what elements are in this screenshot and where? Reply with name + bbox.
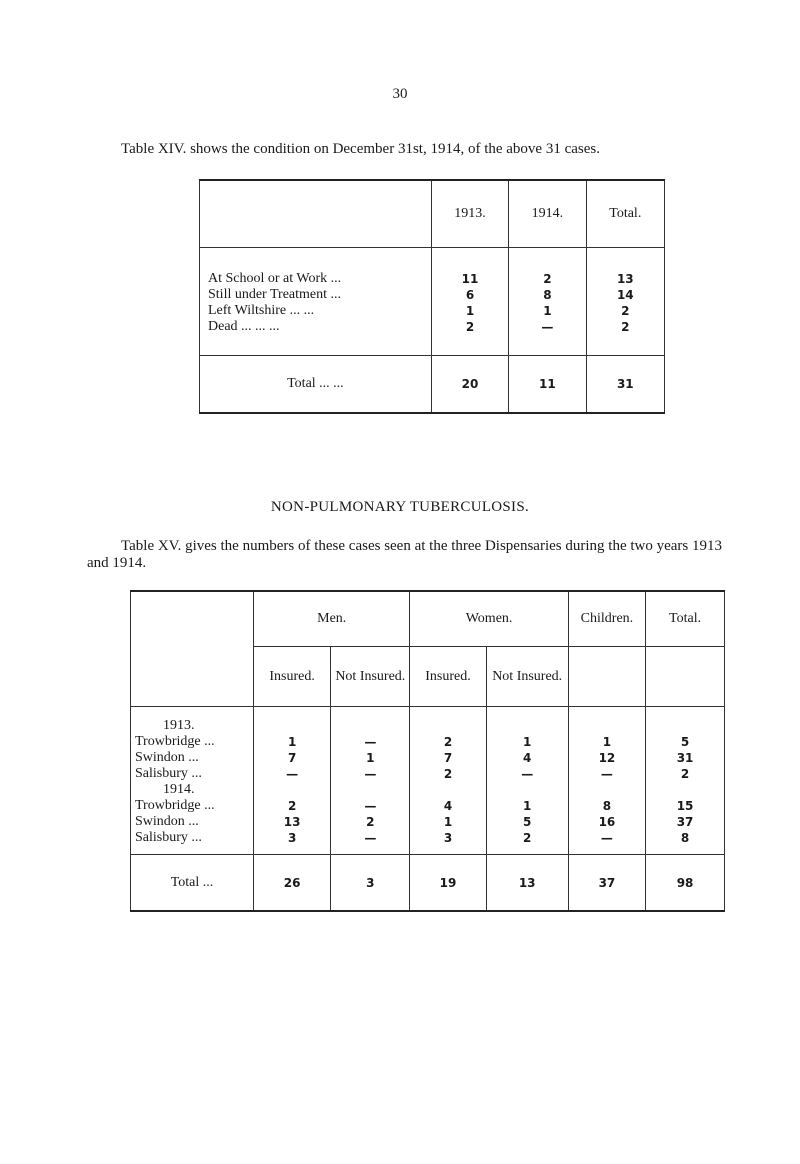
total-value: 26	[254, 855, 331, 912]
header-blank	[568, 647, 645, 707]
cell-value: 2	[287, 799, 297, 813]
cell-value: —	[541, 320, 554, 334]
total-label: Total ...	[131, 855, 254, 912]
cell-value: 2	[443, 767, 453, 781]
total-value: 98	[646, 855, 725, 912]
row-label: Swindon ...	[135, 750, 199, 765]
total-value: 20	[431, 356, 508, 414]
cell-value: 37	[676, 815, 694, 829]
header-women: Women.	[410, 591, 568, 647]
cell-value: 16	[598, 815, 616, 829]
table-xv-total-row	[131, 855, 725, 912]
cell-value: —	[600, 767, 613, 781]
cell-value: 12	[598, 751, 616, 765]
cell-value: 31	[676, 751, 694, 765]
cell-value: —	[364, 831, 377, 845]
row-label: At School or at Work ...	[208, 271, 342, 286]
year-label: 1913.	[163, 718, 195, 733]
cell-value: 7	[287, 751, 297, 765]
header-women-insured: Insured.	[410, 647, 486, 707]
cell-value: 11	[461, 272, 479, 286]
cell-value: 2	[621, 320, 630, 334]
total-value: 13	[486, 855, 568, 912]
cell-value: 5	[680, 735, 690, 749]
header-men-not-insured: Not Insured.	[331, 647, 410, 707]
cell-value: 2	[543, 272, 552, 286]
table-xiv-body	[200, 248, 665, 356]
paragraph-line: and 1914.	[87, 555, 147, 571]
total-value: 3	[331, 855, 410, 912]
cell-value: 13	[616, 272, 634, 286]
header-1914: 1914.	[509, 180, 586, 248]
cell-value: 8	[602, 799, 612, 813]
cell-value: 4	[443, 799, 453, 813]
cell-value: 1	[602, 735, 612, 749]
cell-value: 5	[523, 815, 532, 829]
table-xiv-header	[200, 180, 665, 248]
total-value: 31	[586, 356, 664, 414]
total-value: 11	[509, 356, 586, 414]
header-1913: 1913.	[431, 180, 508, 248]
cell-value: 2	[443, 735, 453, 749]
header-total: Total.	[586, 180, 664, 248]
header-blank	[646, 647, 725, 707]
table-xiv-total-row	[200, 356, 665, 414]
cell-value: 1	[465, 304, 475, 318]
cell-value: 14	[616, 288, 634, 302]
paragraph-line: Table XV. gives the numbers of these cases seen at the three Dispensaries during the two years 1913	[121, 538, 723, 554]
header-blank	[131, 591, 254, 647]
section-heading: NON-PULMONARY TUBERCULOSIS.	[270, 499, 530, 515]
cell-value: 3	[287, 831, 297, 845]
row-label: Dead ... ... ...	[208, 319, 280, 334]
cell-value: 1	[287, 735, 297, 749]
cell-value: 2	[523, 831, 532, 845]
cell-value: —	[600, 831, 613, 845]
row-label: Salisbury ...	[135, 830, 202, 845]
row-label: Left Wiltshire ... ...	[208, 303, 315, 318]
total-value: 37	[568, 855, 645, 912]
year-label: 1914.	[163, 782, 195, 797]
cell-value: 6	[465, 288, 475, 302]
row-label: Salisbury ...	[135, 766, 202, 781]
cell-value: 1	[523, 735, 532, 749]
cell-value: 4	[523, 751, 532, 765]
intro-paragraph: Table XIV. shows the condition on December 31st, 1914, of the above 31 cases.	[121, 141, 600, 157]
header-men-insured: Insured.	[254, 647, 331, 707]
cell-value: 2	[366, 815, 375, 829]
header-total: Total.	[646, 591, 725, 647]
table-xv-group-header	[131, 591, 725, 647]
cell-value: —	[364, 767, 377, 781]
cell-value: —	[364, 735, 377, 749]
table-xv	[130, 590, 725, 912]
header-women-not-insured: Not Insured.	[486, 647, 568, 707]
cell-value: —	[286, 767, 299, 781]
table-xv-body	[131, 707, 725, 855]
cell-value: 13	[283, 815, 301, 829]
table-xv-paragraph	[87, 538, 786, 572]
cell-value: 3	[443, 831, 453, 845]
row-label: Swindon ...	[135, 814, 199, 829]
page-number: 30	[392, 86, 408, 102]
row-label: Trowbridge ...	[135, 798, 215, 813]
total-value: 19	[410, 855, 486, 912]
cell-value: —	[364, 799, 377, 813]
cell-value: 2	[680, 767, 690, 781]
table-xv-sub-header	[131, 647, 725, 707]
total-label: Total ... ...	[200, 356, 432, 414]
cell-value: 15	[676, 799, 694, 813]
cell-value: 7	[443, 751, 453, 765]
header-blank	[131, 647, 254, 707]
cell-value: 1	[366, 751, 375, 765]
header-men: Men.	[254, 591, 410, 647]
header-children: Children.	[568, 591, 645, 647]
cell-value: 8	[543, 288, 552, 302]
cell-value: 1	[543, 304, 552, 318]
cell-value: —	[521, 767, 534, 781]
table-xiv	[199, 179, 665, 414]
cell-value: 2	[465, 320, 475, 334]
row-label: Still under Treatment ...	[208, 287, 341, 302]
row-label: Trowbridge ...	[135, 734, 215, 749]
header-blank	[200, 180, 432, 248]
cell-value: 1	[443, 815, 453, 829]
cell-value: 8	[680, 831, 690, 845]
cell-value: 2	[621, 304, 630, 318]
cell-value: 1	[523, 799, 532, 813]
